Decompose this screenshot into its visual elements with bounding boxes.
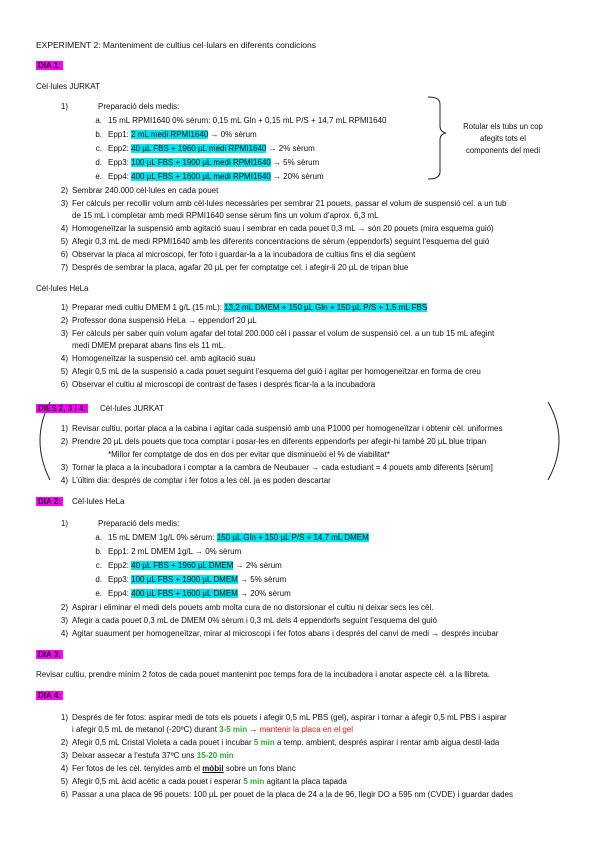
days-2-3-4-heading: Cèl·lules JURKAT — [100, 404, 164, 413]
day1-jurkat-heading: Cèl·lules JURKAT — [36, 82, 100, 91]
right-parenthesis — [548, 402, 559, 480]
day4-label: DIA 4: — [38, 691, 61, 700]
right-brace — [428, 97, 446, 179]
day3-text: Revisar cultiu, prendre mínim 2 fotos de cada pouet mantenint poc temps fora de la incubadora i anotar aspecte cèl. a la llibreta. — [36, 670, 491, 679]
day2-heading: Cèl·lules HeLa — [72, 497, 125, 506]
tube-labeling-note: Rotular els tubs un cop afegits tots el components del medi — [463, 122, 543, 155]
step-3-continued: de 15 mL i completar amb medi RPMI1640 sense sèrum fins un volum d’aprox. 6,3 mL — [72, 211, 379, 220]
day2-label: DIA 2: — [38, 497, 61, 506]
day3-label: DIA 3: — [38, 650, 61, 659]
days-2-3-4-label: DIES 2, 3 i 4: — [38, 404, 87, 413]
day4-step-1-continued: i afegir 0,5 mL de metanol (-20ºC) durant 3-5 min → mantenir la placa en el gel — [72, 725, 353, 734]
day1-label: DIA 1: — [38, 61, 61, 70]
hela-step-3-continued: medi DMEM preparat abans fins els 11 mL. — [72, 341, 226, 350]
day1-hela-heading: Cèl·lules HeLa — [36, 284, 89, 293]
document-page: EXPERIMENT 2: Manteniment de cultius cel·lulars en diferents condicions DIA 1: Cèl·lules JURKAT 1) Preparació dels medis: a. 15 mL RPMI1640 0% sèrum: 0,15 mL Gln + 0,15 mL P/S + 14,7 mL RPMI1640 b. Epp1: 2 mL medi RPMI1640 → 0% sèrum c. Epp2: 40 µL FBS + 1960 µL medi RPMI1640 → 2% sèrum d. Epp3: 100 µL FBS + 1900 µL medi RPMI1640 → 5% sèrum e. Epp4: 400 µL FBS + 1600 µL medi RPMI1640 → 20% sèrum Rotular els tubs un cop afegits tots el components del medi 2) Sembrar 240.000 cèl·lules en cada pouet 3) Fer càlculs per recollir volum amb cèl·lules necessàries per sembrar 21 pouets, passar el volum de suspensió cel. a un tub de 15 mL i completar amb medi RPMI1640 sense sèrum fins un volum d’aprox. 6,3 mL 4) Homogeneïtzar la suspensió amb agitació suau i sembrar en cada pouet 0,3 mL → són 20 pouets (mira esquema guió) 5) Afegir 0,3 mL de medi RPMI1640 amb les diferents concentracions de sèrum (eppendorfs) seguint l’esquema del guió 6) Observar la placa al microscopi, fer foto i guardar-la a la incubadora de cultius fins el dia següent 7) Després de sembrar la placa, agafar 20 µL per fer comptatge cel. i afegir-li 20 µL de tripan blue Cèl·lules HeLa 1) Preparar medi cultiu DMEM 1 g/L (15 mL): 13,2 mL DMEM + 150 µL Gln + 150 µL P/S + 1,5 mL FBS 2) Professor dona suspensió HeLa → eppendorf 20 µL 3) Fer càlculs per saber quin volum agafar del total 200.000 cèl i passar el volum de suspensió cel. a un tub 15 mL afegint medi DMEM preparat abans fins els 11 mL. 4) Homogeneïtzar la suspensió cel. amb agitació suau 5) Afegir 0,5 mL de la suspensió a cada pouet seguint l’esquema del guió i agitar per homogeneïtzar en forma de creu 6) Observar el cultiu al microscopi de contrast de fases i després ficar-la a la incubadora DIES 2, 3 i 4: Cèl·lules JURKAT 1) Revisar cultiu, portar placa a la cabina i agitar cada suspensió amb una P1000 per homogeneïtzar i obtenir cèl. uniformes 2) Prendre 20 µL dels pouets que toca comptar i posar-les en diferents eppendorfs per afegir-hi també 20 µL blue tripan *Millor fer comptatge de dos en dos per evitar que disminueixi el % de viabilitat* 3) Tornar la placa a la incubadora i comptar a la cambra de Neubauer → cada estudiant = 4 pouets amb diferents [sèrum] 4) L’últim dia: després de comptar i fer fotos a les cèl. ja es poden descartar DIA 2: Cèl·lules HeLa 1) Preparació dels medis: a. 15 mL DMEM 1g/L 0% sèrum: 150 µL Gln + 150 µL P/S + 14,7 mL DMEM b. Epp1: 2 mL DMEM 1g/L → 0% sèrum c. Epp2: 40 µL FBS + 1960 µL DMEM → 2% sèrum d. Epp3: 100 µL FBS + 1900 µL DMEM → 5% sèrum e. Epp4: 400 µL FBS + 1600 µL DMEM → 20% sèrum 2) Aspirar i eliminar el medi dels pouets amb molta cura de no distorsionar el cultiu ni deixar secs les cèl. 3) Afegir a cada pouet 0,3 mL de DMEM 0% sèrum i 0,3 mL dels 4 eppendorfs seguint l’esquema del guió 4) Agitar suaument per homogeneïtzar, mirar al microscopi i fer fotos abans i després del canvi de medi → després incubar DIA 3: Revisar cultiu, prendre mínim 2 fotos de cada pouet mantenint poc temps fora de la incubadora i anotar aspecte cèl. a la llibreta. DIA 4: 1) Després de fer fotos: aspirar medi de tots els pouets i afegir 0,5 mL PBS (gel), aspirar i tornar a afegir 0,5 mL PBS i aspirar i afegir 0,5 mL de metanol (-20ºC) durant 3-5 min → mantenir la placa en el gel 2) Afegir 0,5 mL Cristal Violeta a cada pouet i incubar 5 min a temp. ambient, després aspirar i rentar amb aigua destil·lada 3) Deixar assecar a l’estufa 37ºC uns 15-20 min 4) Fer fotos de les cèl. tenyides amb el mòbil sobre un fons blanc 5) Afegir 0,5 mL àcid acètic a cada pouet i esperar 5 min agitant la placa tapada 6) Passar a una placa de 96 pouets: 100 µL per pouet de la placa de 24 a la de 96, llegir DO a 595 nm (CVDE) i guardar dades — [0, 0, 599, 848]
jurkat-step-2-note: *Millor fer comptatge de dos en dos per evitar que disminueixi el % de viabilitat* — [108, 450, 390, 459]
document-title: EXPERIMENT 2: Manteniment de cultius cel·lulars en diferents condicions — [36, 40, 316, 50]
